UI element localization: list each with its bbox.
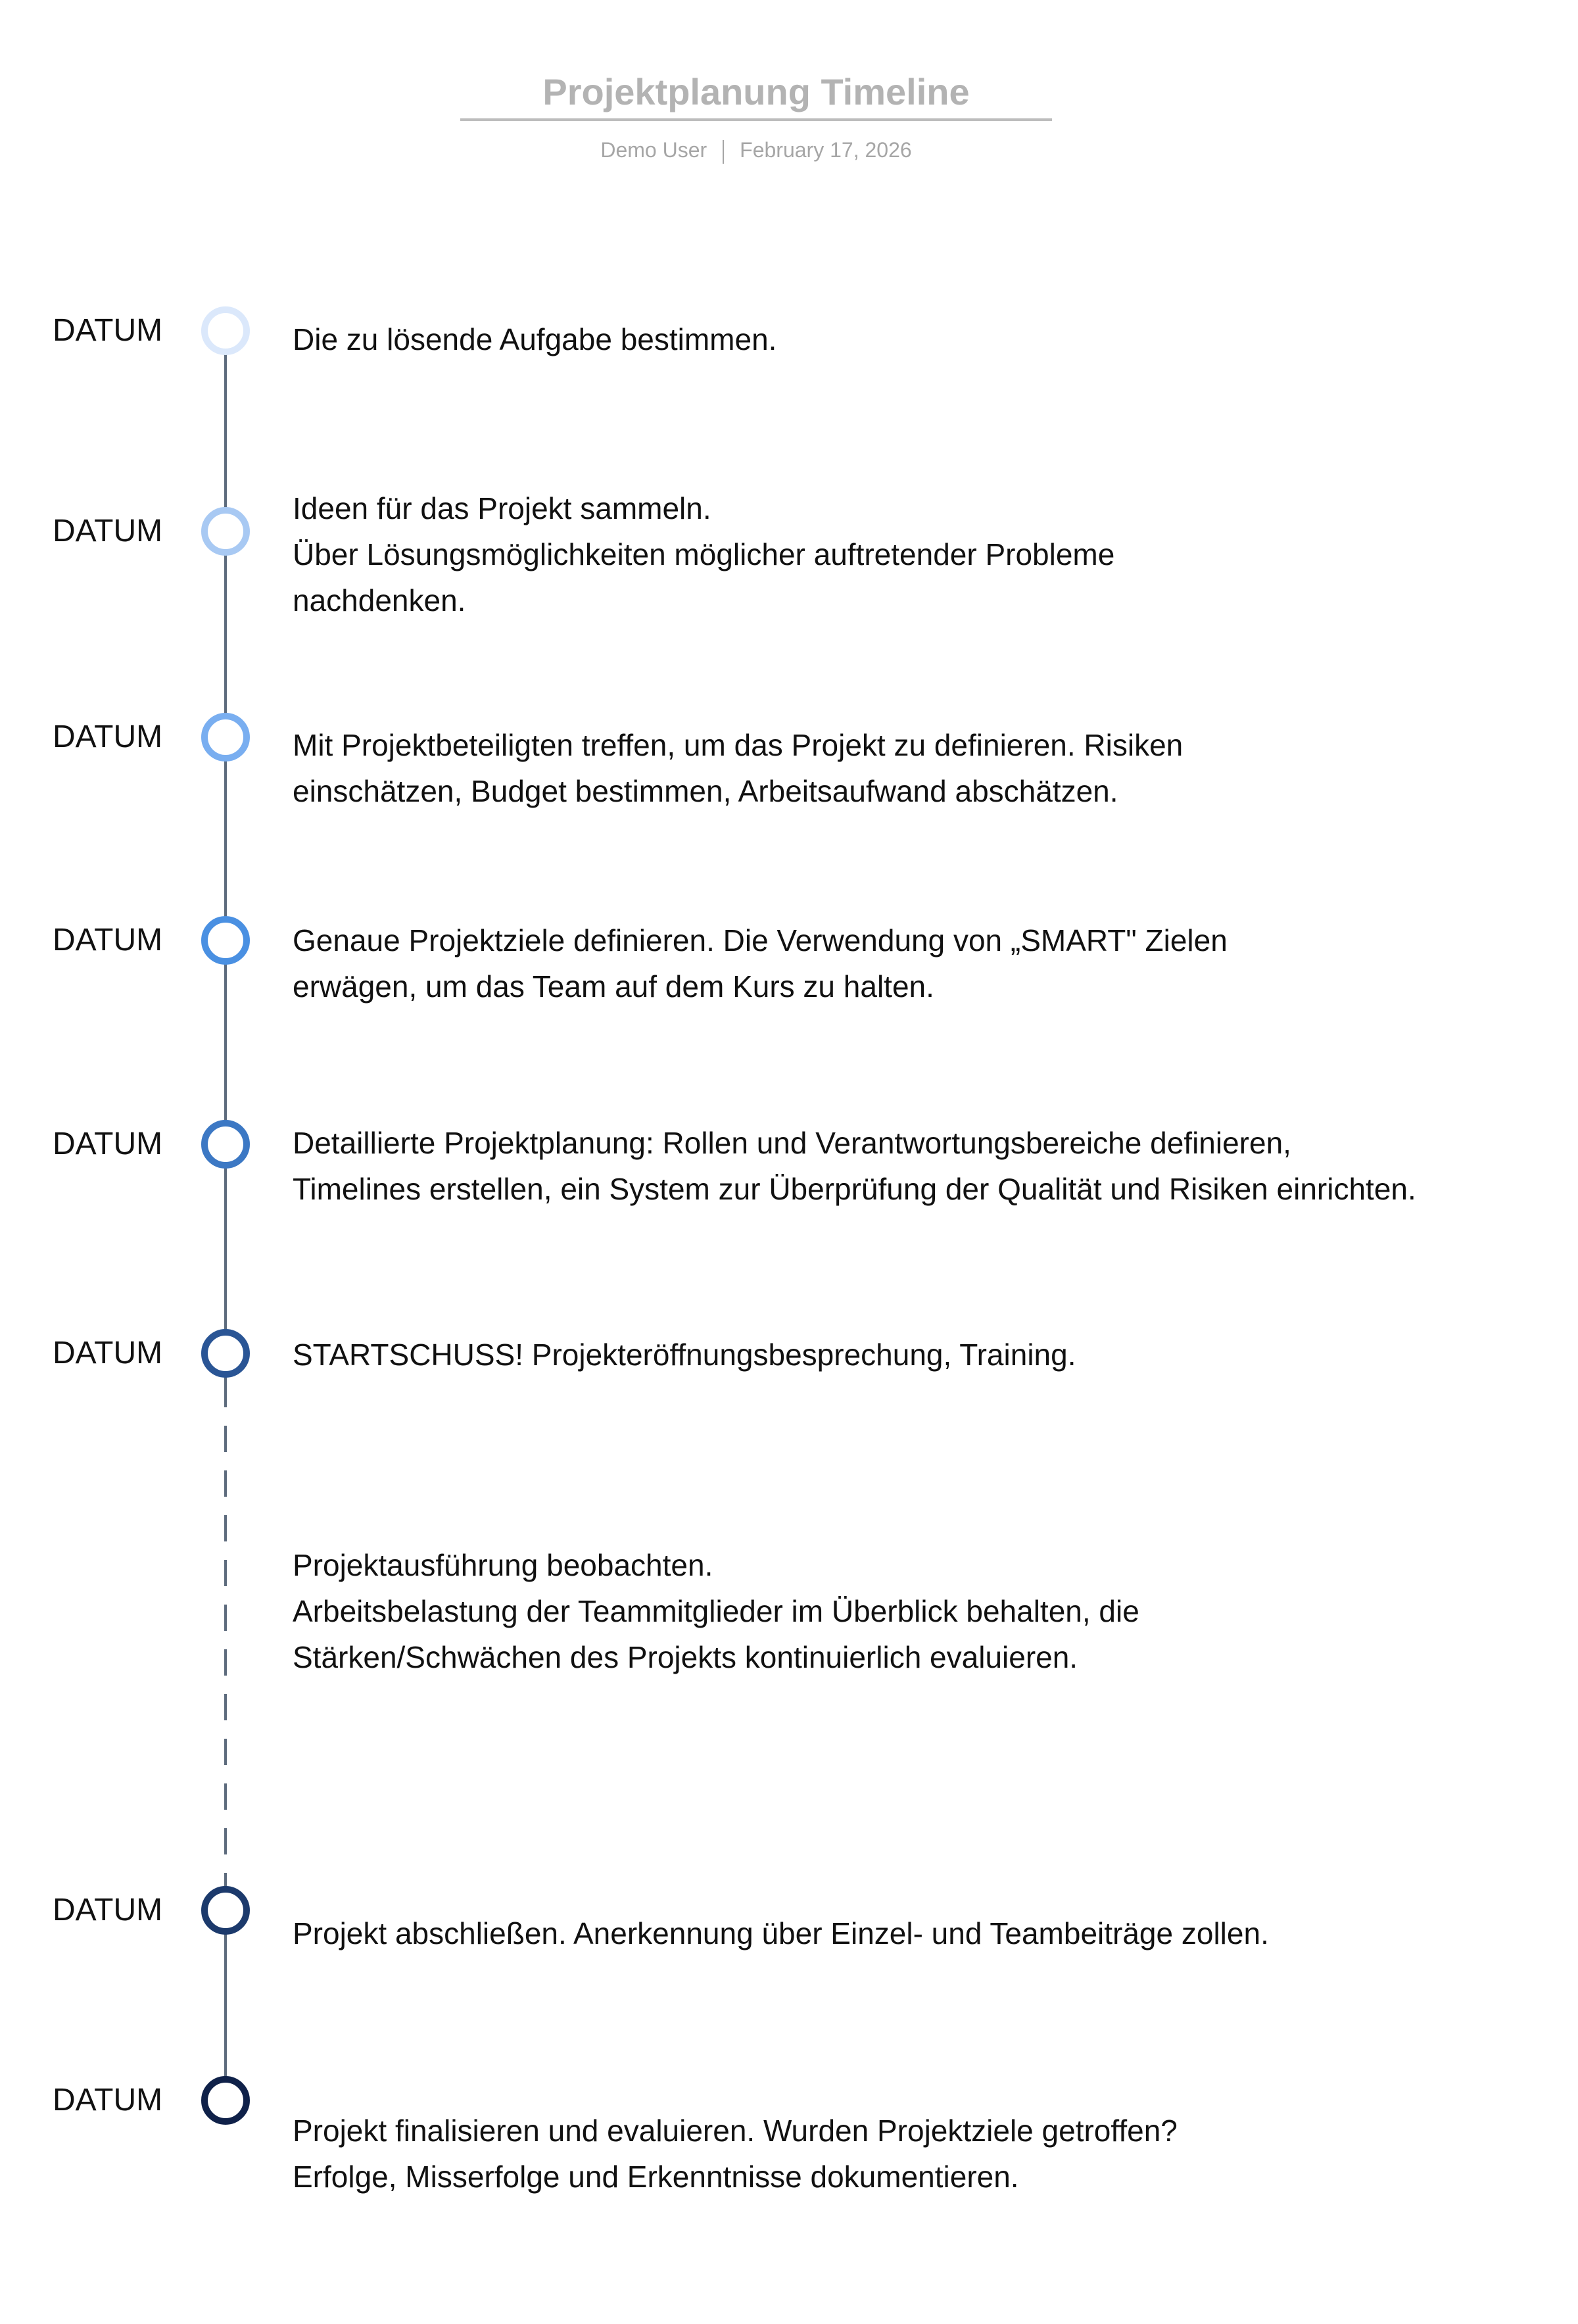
timeline-entry-text: Ideen für das Projekt sammeln. Über Lösungsmöglichkeiten möglicher auftretender Probleme nachdenken. — [293, 491, 1115, 617]
timeline-date-label: DATUM — [53, 313, 163, 348]
timeline-entry-text: Genaue Projektziele definieren. Die Verwendung von „SMART" Zielen erwägen, um das Team auf dem Kurs zu halten. — [293, 923, 1228, 1004]
page-title: Projektplanung Timeline — [460, 66, 1052, 121]
timeline-entry-text: Mit Projektbeteiligten treffen, um das Projekt zu definieren. Risiken einschätzen, Budget bestimmen, Arbeitsaufwand abschätzen. — [293, 728, 1184, 808]
timeline-entry-text: Projektausführung beobachten. Arbeitsbelastung der Teammitglieder im Überblick behalten, die Stärken/Schwächen des Projekts kontinuierlich evaluieren. — [293, 1548, 1139, 1674]
timeline-date-label: DATUM — [53, 719, 163, 754]
timeline-entry-text: Detaillierte Projektplanung: Rollen und Verantwortungsbereiche definieren, Timelines erstellen, ein System zur Überprüfung der Qualität und Risiken einrichten. — [293, 1126, 1416, 1206]
timeline-date-label: DATUM — [53, 2083, 163, 2118]
timeline-date-label: DATUM — [53, 514, 163, 548]
timeline-entry-text: STARTSCHUSS! Projekteröffnungsbesprechung, Training. — [293, 1338, 1076, 1372]
author-name: Demo User — [600, 138, 707, 162]
document-date: February 17, 2026 — [740, 138, 912, 162]
timeline-entry-text: Die zu lösende Aufgabe bestimmen. — [293, 322, 777, 356]
timeline-date-label: DATUM — [53, 1126, 163, 1161]
timeline-entry-text: Projekt finalisieren und evaluieren. Wurden Projektziele getroffen? Erfolge, Misserfolge und Erkenntnisse dokumentieren. — [293, 2114, 1178, 2194]
timeline-date-label: DATUM — [53, 1893, 163, 1927]
timeline-date-label: DATUM — [53, 923, 163, 957]
timeline-entry-text: Projekt abschließen. Anerkennung über Einzel- und Teambeiträge zollen. — [293, 1916, 1269, 1950]
timeline-date-label: DATUM — [53, 1336, 163, 1370]
